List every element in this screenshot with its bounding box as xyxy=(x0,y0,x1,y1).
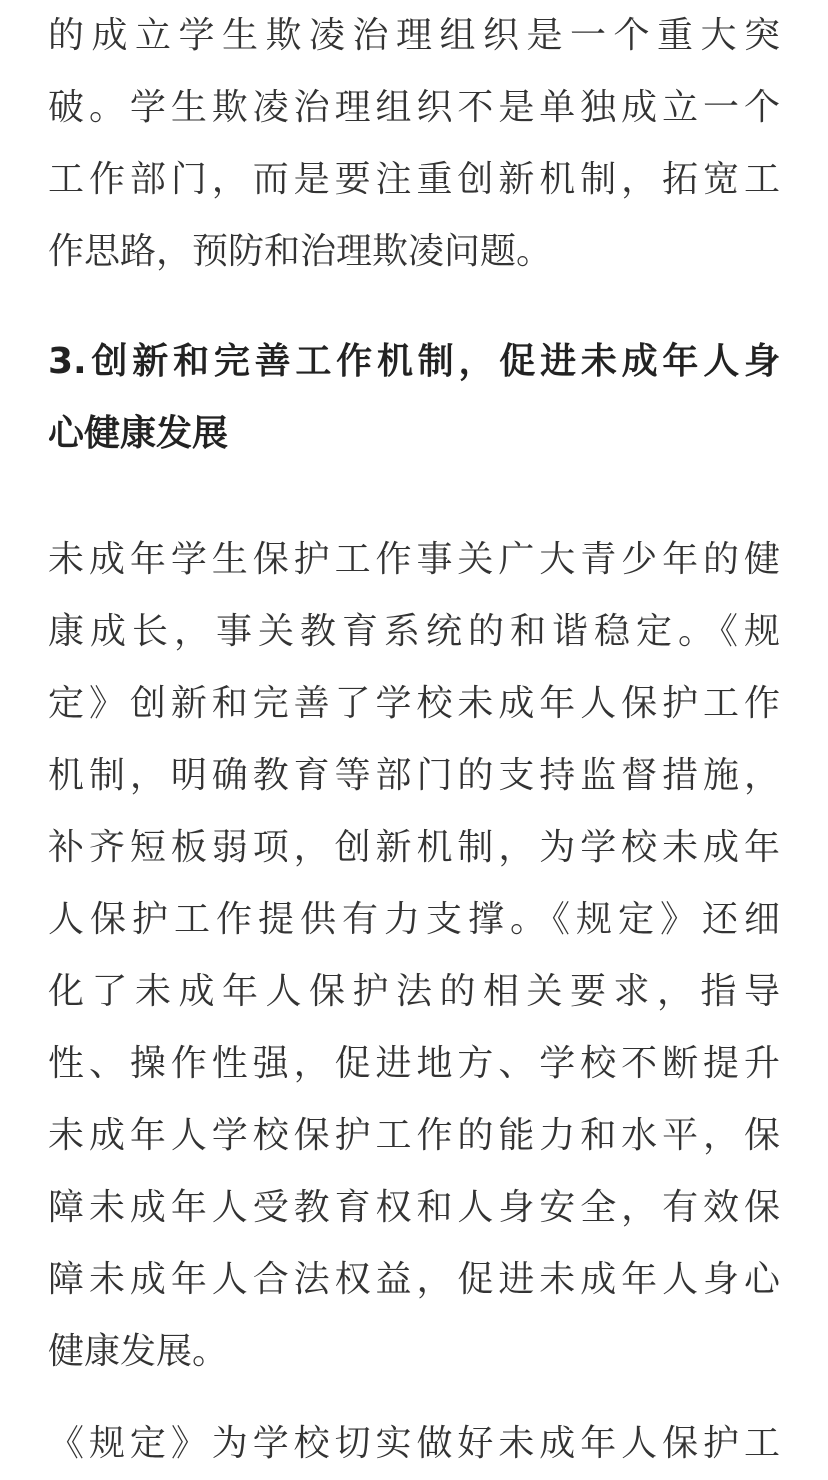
paragraph-bullying-governance xyxy=(48,0,780,288)
paragraph-regulation-support xyxy=(48,1408,780,1480)
text-line: 定》创新和完善了学校未成年人保护工作 xyxy=(48,683,780,724)
text-line: 性、操作性强，促进地方、学校不断提升 xyxy=(48,1043,780,1084)
text-line: 工作部门，而是要注重创新机制，拓宽工 xyxy=(48,159,780,200)
text-line: 人保护工作提供有力支撑。《规定》还细 xyxy=(48,899,780,940)
text-line: 作思路，预防和治理欺凌问题。 xyxy=(48,231,553,272)
text-line: 的成立学生欺凌治理组织是一个重大突 xyxy=(48,15,780,56)
text-line: 补齐短板弱项，创新机制，为学校未成年 xyxy=(48,827,780,868)
paragraph-minor-protection xyxy=(48,524,780,1388)
text-line: 《规定》为学校切实做好未成年人保护工 xyxy=(48,1423,780,1464)
heading-line: 3.创新和完善工作机制，促进未成年人身 xyxy=(48,341,780,382)
text-line: 破。学生欺凌治理组织不是单独成立一个 xyxy=(48,87,780,128)
text-line: 未成年人学校保护工作的能力和水平，保 xyxy=(48,1115,780,1156)
text-line: 机制，明确教育等部门的支持监督措施， xyxy=(48,755,780,796)
section-heading-3 xyxy=(48,326,780,470)
text-line: 化了未成年人保护法的相关要求，指导 xyxy=(48,971,780,1012)
text-line: 健康发展。 xyxy=(48,1331,229,1372)
text-line: 障未成年人合法权益，促进未成年人身心 xyxy=(48,1259,780,1300)
text-line: 康成长，事关教育系统的和谐稳定。《规 xyxy=(48,611,780,652)
heading-line: 心健康发展 xyxy=(48,413,229,454)
text-line: 障未成年人受教育权和人身安全，有效保 xyxy=(48,1187,780,1228)
text-line: 未成年学生保护工作事关广大青少年的健 xyxy=(48,539,780,580)
